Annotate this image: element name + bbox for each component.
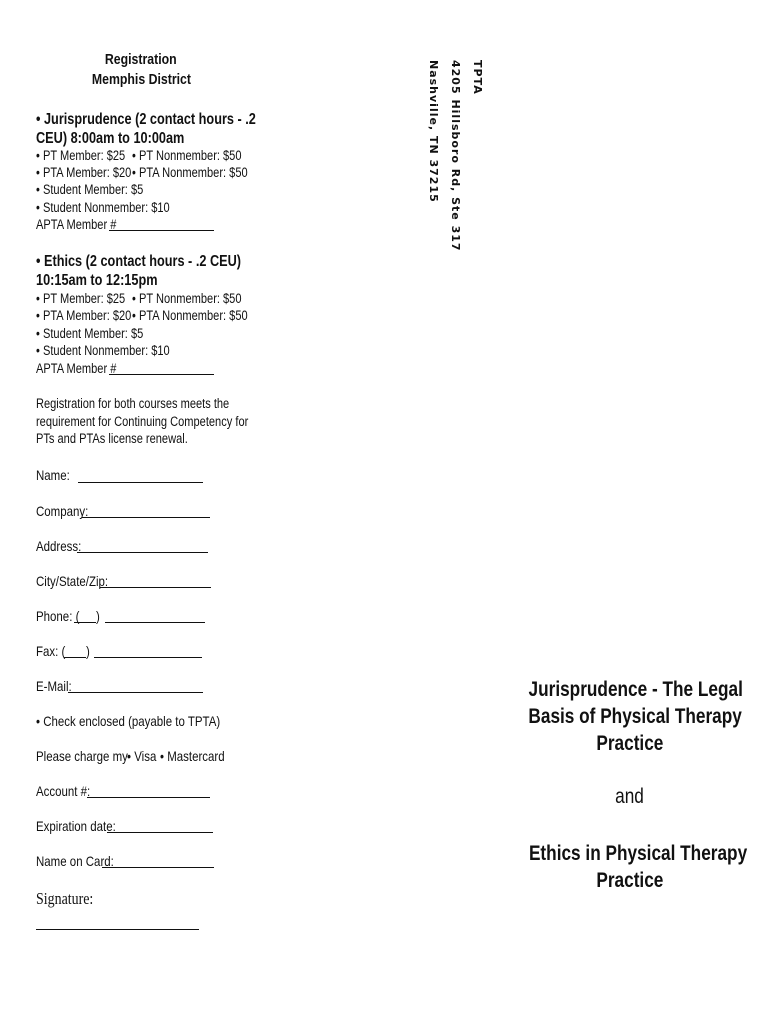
name-field[interactable]	[78, 482, 203, 483]
jurisprudence-apta-field[interactable]	[109, 230, 214, 231]
account-field[interactable]	[87, 797, 210, 798]
address-city: Nashville, TN 37215	[427, 60, 440, 203]
ethics-pt-nonmember: • PT Nonmember: $50	[132, 291, 242, 306]
company-label: Company:	[36, 503, 89, 519]
ethics-title-line1: • Ethics (2 contact hours - .2 CEU)	[36, 253, 242, 270]
phone-number-field[interactable]	[105, 622, 205, 623]
registration-header	[36, 50, 246, 90]
jurisprudence-student-member: • Student Member: $5	[36, 182, 144, 197]
address-field[interactable]	[77, 552, 208, 553]
jurisprudence-title-line2: CEU) 8:00am to 10:00am	[36, 130, 185, 147]
address-street: 4205 Hillsboro Rd, Ste 317	[449, 60, 462, 252]
expiration-label: Expiration date:	[36, 818, 116, 834]
name-label: Name:	[36, 467, 70, 483]
city-state-zip-field[interactable]	[100, 587, 211, 588]
phone-area-code-field[interactable]	[74, 622, 96, 623]
phone-close-paren: )	[96, 608, 100, 624]
visa-option[interactable]: • Visa	[127, 748, 157, 764]
ethics-apta-label: APTA Member #	[36, 361, 117, 376]
account-label: Account #:	[36, 783, 91, 799]
jurisprudence-pta-member: • PTA Member: $20	[36, 165, 132, 180]
registration-title: Registration	[105, 51, 177, 68]
phone-label: Phone: (	[36, 608, 80, 624]
fax-close-paren: )	[86, 643, 90, 659]
jurisprudence-title-line1: • Jurisprudence (2 contact hours - .2	[36, 111, 256, 128]
fax-label: Fax: (	[36, 643, 66, 659]
email-label: E-Mail:	[36, 678, 72, 694]
fax-number-field[interactable]	[94, 657, 202, 658]
ethics-pta-member: • PTA Member: $20	[36, 308, 132, 323]
ethics-student-member: • Student Member: $5	[36, 326, 144, 341]
name-on-card-field[interactable]	[102, 867, 214, 868]
ethics-student-nonmember: • Student Nonmember: $10	[36, 343, 170, 358]
signature-field[interactable]	[36, 929, 199, 930]
jurisprudence-apta-label: APTA Member #	[36, 217, 117, 232]
jurisprudence-pta-nonmember: • PTA Nonmember: $50	[132, 165, 248, 180]
city-state-zip-label: City/State/Zip:	[36, 573, 109, 589]
jurisprudence-pt-member: • PT Member: $25	[36, 148, 126, 163]
charge-label: Please charge my	[36, 748, 128, 764]
name-on-card-label: Name on Card:	[36, 853, 114, 869]
and-text: and	[615, 785, 645, 808]
jurisprudence-section	[36, 110, 304, 148]
jurisprudence-pt-nonmember: • PT Nonmember: $50	[132, 148, 242, 163]
ethics-section	[36, 252, 286, 290]
address-org: TPTA	[471, 60, 484, 95]
company-field[interactable]	[82, 517, 210, 518]
district-title: Memphis District	[91, 71, 191, 88]
ethics-apta-field[interactable]	[109, 374, 214, 375]
main-course-title: Jurisprudence - The Legal Basis of Physical Therapy Practice	[528, 678, 743, 755]
ethics-title-line2: 10:15am to 12:15pm	[36, 272, 158, 289]
mastercard-option[interactable]: • Mastercard	[160, 748, 225, 764]
ethics-pta-nonmember: • PTA Nonmember: $50	[132, 308, 248, 323]
second-course-title: Ethics in Physical Therapy Practice	[528, 842, 748, 892]
fax-area-code-field[interactable]	[64, 657, 86, 658]
ethics-pt-member: • PT Member: $25	[36, 291, 126, 306]
expiration-field[interactable]	[107, 832, 213, 833]
check-enclosed-option[interactable]: • Check enclosed (payable to TPTA)	[36, 713, 221, 729]
jurisprudence-student-nonmember: • Student Nonmember: $10	[36, 200, 170, 215]
email-field[interactable]	[68, 692, 203, 693]
address-label: Address:	[36, 538, 82, 554]
continuing-competency-note: Registration for both courses meets the requirement for Continuing Competency for PTs and PTAs license renewal.	[36, 396, 249, 446]
signature-label: Signature:	[36, 889, 94, 908]
